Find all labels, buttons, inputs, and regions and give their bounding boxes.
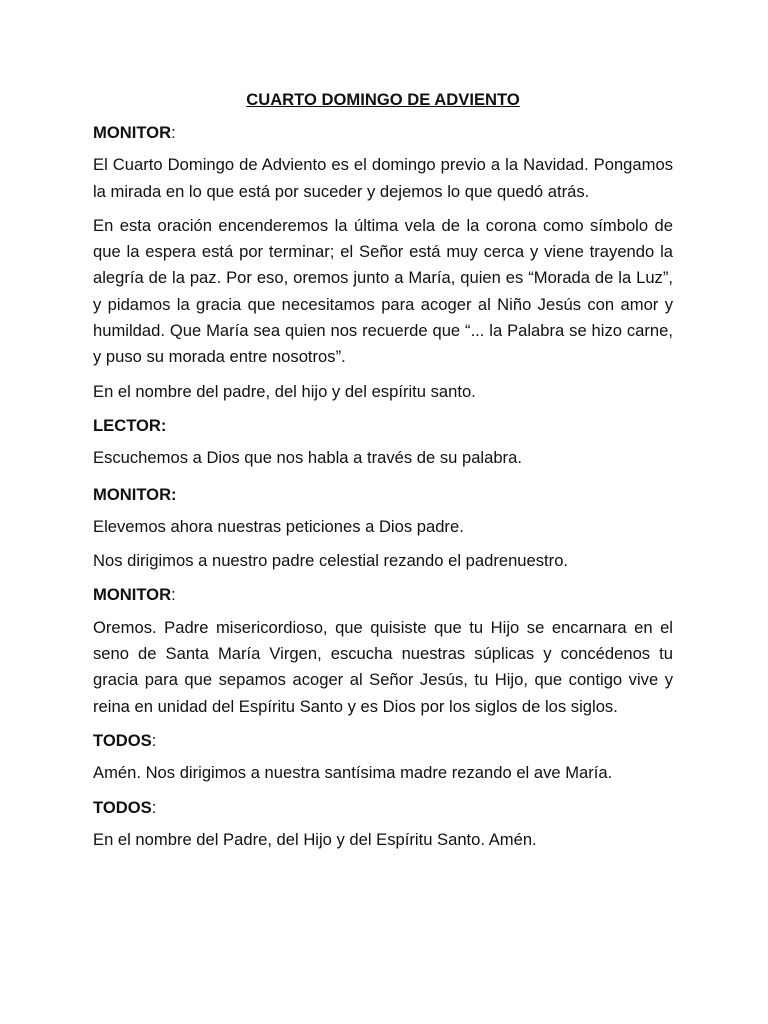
role-name: MONITOR bbox=[93, 123, 172, 142]
paragraph-reading: Escuchemos a Dios que nos habla a través de su palabra. bbox=[93, 448, 522, 468]
role-label-monitor-1 bbox=[93, 120, 673, 146]
role-name: TODOS bbox=[93, 730, 152, 750]
role-suffix: : bbox=[171, 585, 176, 605]
document-title: CUARTO DOMINGO DE ADVIENTO bbox=[246, 90, 520, 109]
paragraph-our-father: Nos dirigimos a nuestro padre celestial rezando el padrenuestro. bbox=[93, 551, 569, 571]
role-suffix: : bbox=[171, 123, 176, 142]
role-suffix: : bbox=[151, 797, 157, 817]
paragraph-intro: El Cuarto Domingo de Adviento es el domingo previo a la Navidad. Pongamos la mirada en lo que está por suceder y dejemos lo que quedó atrás. bbox=[93, 155, 673, 201]
role-label-monitor-2 bbox=[93, 482, 673, 508]
role-name: MONITOR bbox=[93, 585, 172, 605]
paragraph-petitions: Elevemos ahora nuestras peticiones a Dios padre. bbox=[93, 516, 464, 536]
role-name: TODOS bbox=[93, 797, 152, 817]
role-label-monitor-3 bbox=[93, 582, 673, 608]
role-label-todos-2 bbox=[93, 795, 673, 821]
paragraph-hail-mary: Amén. Nos dirigimos a nuestra santísima madre rezando el ave María. bbox=[93, 763, 613, 783]
paragraph-candle: En esta oración encenderemos la última vela de la corona como símbolo de que la espera está por terminar; el Señor está muy cerca y viene trayendo la alegría de la paz. Por eso, oremos junto a María, quien es “Morada de la Luz”, y pidamos la gracia que necesitamos para acoger al Niño Jesús con amor y humildad. Que María sea quien nos recuerde que “... la Palabra se hizo carne, y puso su morada entre nosotros”. bbox=[93, 215, 673, 367]
role-suffix: : bbox=[151, 730, 157, 750]
paragraph-prayer: Oremos. Padre misericordioso, que quisiste que tu Hijo se encarnara en el seno de Santa María Virgen, escucha nuestras súplicas y concédenos tu gracia para que sepamos acoger al Señor Jesús, tu Hijo, que contigo vive y reina en unidad del Espíritu Santo y es Dios por los siglos de los siglos. bbox=[93, 617, 673, 716]
role-label-todos-1 bbox=[93, 728, 673, 754]
document-page bbox=[93, 86, 673, 861]
role-name: MONITOR: bbox=[93, 484, 177, 504]
role-name: LECTOR: bbox=[93, 415, 167, 435]
paragraph-sign-of-cross: En el nombre del padre, del hijo y del espíritu santo. bbox=[93, 381, 476, 401]
paragraph-closing: En el nombre del Padre, del Hijo y del Espíritu Santo. Amén. bbox=[93, 829, 537, 849]
role-label-lector bbox=[93, 413, 673, 439]
